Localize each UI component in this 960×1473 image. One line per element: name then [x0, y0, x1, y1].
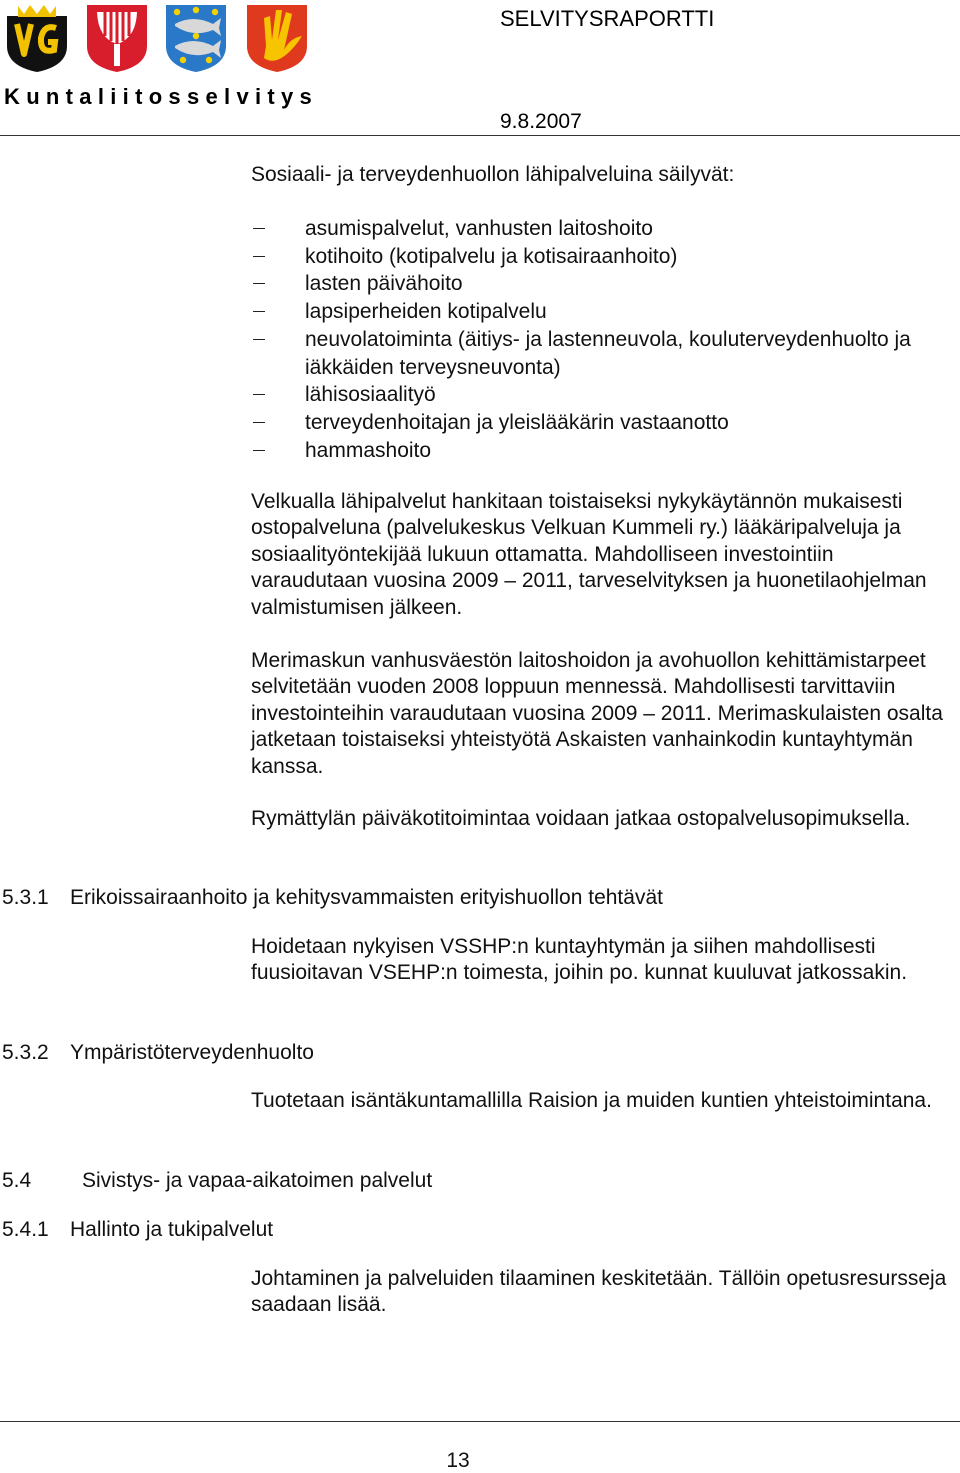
- list-item: lähisosiaalityö: [251, 381, 951, 409]
- dash-bullet-icon: [253, 422, 265, 423]
- section-number: 5.4: [2, 1169, 32, 1192]
- dash-bullet-icon: [253, 450, 265, 451]
- administration-paragraph: Johtaminen ja palveluiden tilaaminen keskitetään. Tällöin opetusresursseja saadaan lisää.: [251, 1267, 947, 1317]
- services-list: [251, 215, 951, 464]
- section-heading-5-4-1: [2, 1217, 273, 1243]
- dash-bullet-icon: [253, 228, 265, 229]
- header-divider: [0, 135, 960, 136]
- list-item: hammashoito: [251, 437, 951, 465]
- section-heading-5-3-1: [2, 885, 663, 911]
- specialist-care-paragraph: Hoidetaan nykyisen VSSHP:n kuntayhtymän ja siihen mahdollisesti fuusioitavan VSEHP:n toimesta, joihin po. kunnat kuuluvat jatkossakin.: [251, 935, 908, 985]
- organization-name: Kuntaliitosselvitys: [4, 84, 319, 109]
- dash-bullet-icon: [253, 311, 265, 312]
- environmental-health-paragraph: Tuotetaan isäntäkuntamallilla Raision ja muiden kuntien yhteistoimintana.: [251, 1089, 932, 1112]
- section-title: Ympäristöterveydenhuolto: [70, 1041, 314, 1064]
- dash-bullet-icon: [253, 339, 265, 340]
- rymattyla-paragraph: Rymättylän päiväkotitoimintaa voidaan jatkaa ostopalvelusopimuksella.: [251, 807, 911, 830]
- intro-paragraph: Sosiaali- ja terveydenhuollon lähipalveluina säilyvät:: [251, 163, 735, 186]
- section-title: Hallinto ja tukipalvelut: [70, 1218, 274, 1241]
- report-date: 9.8.2007: [500, 110, 582, 133]
- dash-bullet-icon: [253, 394, 265, 395]
- list-item: lasten päivähoito: [251, 270, 951, 298]
- vg-crown-crest-icon: [4, 2, 70, 74]
- section-title: Sivistys- ja vapaa-aikatoimen palvelut: [82, 1169, 433, 1192]
- red-yellow-hand-crest-icon: [244, 2, 310, 74]
- list-item: asumispalvelut, vanhusten laitoshoito: [251, 215, 951, 243]
- section-heading-5-3-2: [2, 1040, 314, 1066]
- list-item: neuvolatoiminta (äitiys- ja lastenneuvola, kouluterveydenhuolto ja iäkkäiden terveysneuvonta): [251, 326, 951, 381]
- page-number: 13: [446, 1449, 470, 1472]
- section-heading-5-4: [2, 1168, 432, 1194]
- merimasku-paragraph: Merimaskun vanhusväestön laitoshoidon ja avohuollon kehittämistarpeet selvitetään vuoden 2008 loppuun mennessä. Mahdollisesti tarvittaviin investointeihin varaudutaan vuosina 2009 – 2011. Merimaskulaisten osalta jatketaan toistaiseksi yhteistyötä Askaisten vanhainkodin kuntayhtymän kanssa.: [251, 649, 943, 778]
- list-item: terveydenhoitajan ja yleislääkärin vastaanotto: [251, 409, 951, 437]
- section-number: 5.3.2: [2, 1041, 49, 1064]
- velkua-paragraph: Velkualla lähipalvelut hankitaan toistaiseksi nykykäytännön mukaisesti ostopalveluna (palvelukeskus Velkuan Kummeli ry.) lääkäripalveluja ja sosiaalityöntekijää lukuun ottamatta. Mahdolliseen investointiin varaudutaan vuosina 2009 – 2011, tarveselvityksen ja huonetilaohjelman valmistumisen jälkeen.: [251, 490, 927, 619]
- list-item: lapsiperheiden kotipalvelu: [251, 298, 951, 326]
- section-number: 5.3.1: [2, 886, 49, 909]
- list-item: kotihoito (kotipalvelu ja kotisairaanhoito): [251, 243, 951, 271]
- red-white-fan-crest-icon: [84, 2, 150, 74]
- report-type: SELVITYSRAPORTTI: [500, 6, 715, 31]
- blue-fish-stars-crest-icon: [163, 2, 229, 74]
- footer-divider: [0, 1421, 960, 1422]
- dash-bullet-icon: [253, 283, 265, 284]
- section-title: Erikoissairaanhoito ja kehitysvammaisten erityishuollon tehtävät: [70, 886, 663, 909]
- section-number: 5.4.1: [2, 1218, 49, 1241]
- dash-bullet-icon: [253, 256, 265, 257]
